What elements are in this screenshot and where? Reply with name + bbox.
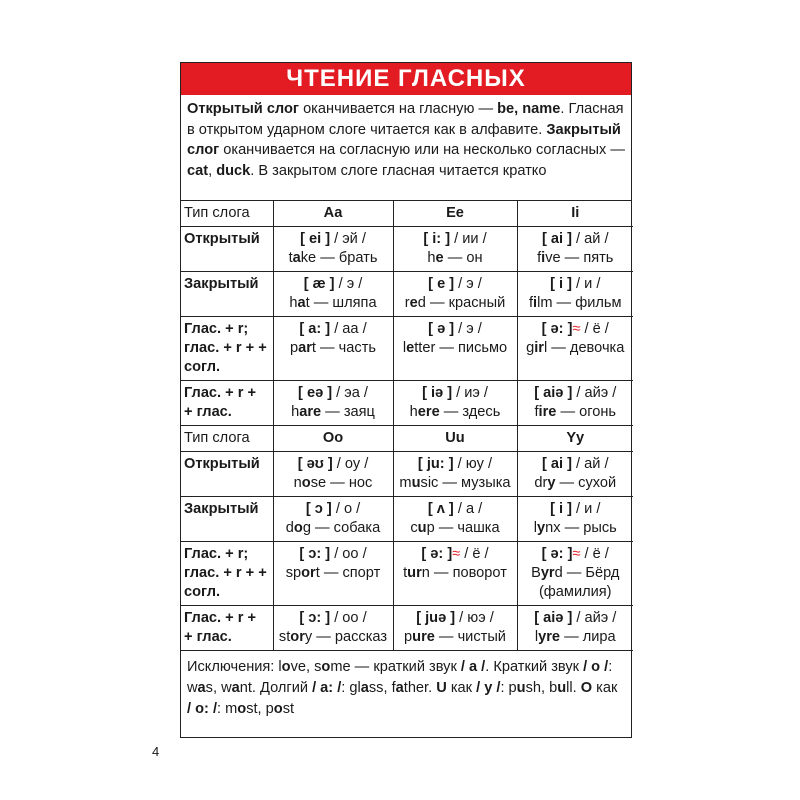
exc-bold: o — [321, 659, 331, 675]
example-word — [398, 564, 513, 583]
word-part: — заяц — [321, 404, 375, 420]
word-vowel: ere — [417, 404, 440, 420]
word-part: f — [537, 250, 542, 266]
russian-sound: / э / — [334, 276, 363, 292]
transcription-line — [522, 275, 630, 294]
word-part: st — [278, 629, 291, 645]
transcription-line — [522, 545, 630, 564]
transcription-line — [278, 500, 389, 519]
word-part: tter — письмо — [414, 340, 508, 356]
russian-sound: / э / — [454, 321, 482, 337]
exc-bold: u — [557, 680, 567, 696]
russian-sound: / э / — [454, 276, 482, 292]
transcription-line — [522, 609, 630, 628]
transcription-line — [278, 384, 389, 403]
word-part: t — спорт — [315, 565, 381, 581]
word-vowel: yre — [538, 629, 561, 645]
approx-sign: ≈ — [572, 546, 581, 562]
exc-bold: a — [231, 680, 240, 696]
exc-bold: u — [516, 680, 526, 696]
word-vowel: o — [293, 520, 303, 536]
exc-bold: / a: / — [312, 680, 342, 696]
transcription-line — [398, 230, 513, 249]
example-word — [278, 564, 389, 583]
word-part: h — [291, 404, 300, 420]
example-word — [278, 339, 389, 358]
exc-part: : gl — [341, 680, 361, 696]
word-vowel: or — [290, 629, 305, 645]
exc-part: : p — [500, 680, 517, 696]
word-part: B — [531, 565, 541, 581]
exc-bold: / o: / — [187, 701, 217, 717]
ipa-symbol: [ əʊ ] — [297, 456, 333, 472]
russian-sound: / оо / — [330, 610, 367, 626]
intro-example: be, name — [497, 101, 561, 117]
word-part: l — [533, 520, 537, 536]
letter-header: Ii — [517, 201, 633, 227]
example-word — [278, 294, 389, 313]
word-part: p — чашка — [426, 520, 500, 536]
word-vowel: u — [411, 475, 421, 491]
transcription-line — [278, 230, 389, 249]
word-vowel: i — [541, 250, 546, 266]
russian-sound: / ё / — [580, 321, 609, 337]
vowel-reading-card — [180, 62, 632, 738]
intro-example: duck — [216, 162, 251, 179]
reading-cell — [393, 381, 517, 426]
example-word — [522, 249, 630, 268]
intro-text-part: . В закрытом слоге гласная читается кратко — [250, 162, 547, 179]
russian-sound: / ё / — [460, 546, 489, 562]
intro-example: cat — [187, 162, 209, 179]
word-part: n — [293, 475, 302, 491]
exc-bold: o — [273, 701, 283, 717]
intro-text-part: оканчивается на согласную или на несколько согласных — — [219, 142, 625, 158]
reading-cell — [517, 227, 633, 272]
russian-sound: / айэ / — [572, 385, 617, 401]
exc-part: sh, b — [525, 680, 558, 696]
exc-part: ve, s — [290, 659, 322, 675]
table-row — [181, 272, 633, 317]
russian-sound: / и / — [571, 276, 601, 292]
word-vowel: e — [409, 295, 418, 311]
russian-sound: / о / — [331, 501, 361, 517]
ipa-symbol: [ ei ] — [300, 231, 331, 247]
transcription-line — [522, 500, 630, 519]
word-part: sp — [285, 565, 302, 581]
exceptions-text — [181, 651, 631, 726]
table-row — [181, 606, 633, 651]
table-row — [181, 317, 633, 381]
exc-part: ther. — [403, 680, 437, 696]
exc-part: me — краткий звук — [330, 659, 461, 675]
word-part: ke — брать — [300, 250, 378, 266]
example-word — [398, 249, 513, 268]
example-word — [522, 294, 630, 313]
russian-sound: / ай / — [571, 456, 609, 472]
example-word — [522, 403, 630, 422]
word-part: t — часть — [311, 340, 376, 356]
word-part: — он — [443, 250, 483, 266]
table-row — [181, 497, 633, 542]
exc-bold: / a / — [460, 659, 486, 675]
syllable-type-label: Глас. + r + + глас. — [181, 606, 273, 651]
approx-sign: ≈ — [452, 546, 461, 562]
transcription-line — [398, 275, 513, 294]
word-part: l — [402, 340, 407, 356]
reading-cell — [393, 497, 517, 542]
russian-sound: / юу / — [453, 456, 493, 472]
intro-text-part: , — [208, 162, 217, 179]
word-part: g — [526, 340, 535, 356]
ipa-symbol: [ ə: ] — [421, 546, 453, 562]
ipa-symbol: [ eə ] — [298, 385, 333, 401]
reading-cell — [517, 542, 633, 606]
word-part: t — шляпа — [305, 295, 377, 311]
ipa-symbol: [ e ] — [428, 276, 455, 292]
vowel-table — [181, 201, 633, 651]
exc-part: nt. Долгий — [239, 680, 313, 696]
word-part: c — [410, 520, 418, 536]
word-vowel: o — [301, 475, 311, 491]
letter-header: Yy — [517, 426, 633, 452]
word-part: l — [534, 629, 539, 645]
example-word — [278, 403, 389, 422]
russian-sound: / и / — [571, 501, 601, 517]
exc-part: st — [282, 701, 295, 717]
table-row — [181, 452, 633, 497]
reading-cell — [393, 272, 517, 317]
exc-bold: U — [436, 680, 447, 696]
word-part: dr — [534, 475, 548, 491]
word-vowel: or — [301, 565, 316, 581]
word-part: d — Бёрд (фамилия) — [538, 565, 620, 600]
example-word — [398, 403, 513, 422]
exc-part: ll. — [566, 680, 581, 696]
exc-part: : m — [217, 701, 238, 717]
example-word — [278, 519, 389, 538]
exc-bold: a — [360, 680, 369, 696]
table-row — [181, 381, 633, 426]
intro-text-part: . Гласная в открытом ударном слоге читается как в алфавите. — [187, 101, 624, 138]
transcription-line — [398, 455, 513, 474]
transcription-line — [278, 320, 389, 339]
word-part: — огонь — [556, 404, 617, 420]
ipa-symbol: [ i ] — [550, 276, 572, 292]
reading-cell — [393, 606, 517, 651]
word-part: h — [409, 404, 418, 420]
transcription-line — [398, 609, 513, 628]
word-part: n — поворот — [421, 565, 507, 581]
syllable-type-label: Глас. + r; глас. + r + + согл. — [181, 317, 273, 381]
word-part: l — девочка — [543, 340, 625, 356]
word-part: d — [285, 520, 294, 536]
exc-bold: / o / — [583, 659, 609, 675]
ipa-symbol: [ iə ] — [422, 385, 453, 401]
word-vowel: e — [435, 250, 444, 266]
russian-sound: / юэ / — [455, 610, 494, 626]
transcription-line — [522, 384, 630, 403]
approx-sign: ≈ — [572, 321, 581, 337]
letter-header: Uu — [393, 426, 517, 452]
exc-part: s, w — [205, 680, 232, 696]
example-word — [398, 628, 513, 647]
exc-bold: O — [580, 680, 593, 696]
example-word — [522, 474, 630, 493]
word-part: r — [404, 295, 410, 311]
word-part: — сухой — [555, 475, 617, 491]
syllable-type-header: Тип слога — [181, 426, 273, 452]
ipa-symbol: [ ə: ] — [541, 321, 573, 337]
reading-cell — [273, 381, 393, 426]
syllable-type-label: Открытый — [181, 452, 273, 497]
russian-sound: / ии / — [450, 231, 487, 247]
word-part: y — рассказ — [304, 629, 388, 645]
example-word — [398, 474, 513, 493]
ipa-symbol: [ aiə ] — [534, 385, 573, 401]
reading-cell — [517, 272, 633, 317]
letter-header: Aa — [273, 201, 393, 227]
reading-cell — [393, 542, 517, 606]
word-part: m — [399, 475, 412, 491]
ipa-symbol: [ ɔ: ] — [299, 610, 331, 626]
reading-cell — [393, 227, 517, 272]
table-header-row — [181, 426, 633, 452]
word-part: — здесь — [439, 404, 501, 420]
word-part: d — красный — [417, 295, 506, 311]
exc-part: st, p — [246, 701, 274, 717]
exc-part: ss, f — [368, 680, 396, 696]
reading-cell — [393, 452, 517, 497]
syllable-type-label: Открытый — [181, 227, 273, 272]
example-word — [522, 339, 630, 358]
word-vowel: yr — [540, 565, 555, 581]
closed-syllable-term: Закрытый слог — [187, 121, 621, 158]
transcription-line — [398, 320, 513, 339]
word-part: — чистый — [434, 629, 506, 645]
page-number: 4 — [152, 744, 160, 759]
word-vowel: ure — [412, 629, 435, 645]
word-vowel: ire — [538, 404, 557, 420]
word-vowel: a — [292, 250, 301, 266]
reading-cell — [273, 227, 393, 272]
ipa-symbol: [ juə ] — [416, 610, 456, 626]
word-vowel: ur — [407, 565, 422, 581]
russian-sound: / а / — [453, 501, 483, 517]
exc-part: Исключения: l — [187, 659, 282, 675]
reading-cell — [517, 606, 633, 651]
reading-cell — [517, 317, 633, 381]
exc-part: . Краткий звук — [485, 659, 584, 675]
reading-cell — [393, 317, 517, 381]
word-vowel: e — [406, 340, 415, 356]
word-vowel: y — [537, 520, 546, 536]
table-row — [181, 542, 633, 606]
russian-sound: / айэ / — [572, 610, 617, 626]
ipa-symbol: [ ɔ ] — [305, 501, 332, 517]
russian-sound: / оу / — [332, 456, 369, 472]
example-word — [522, 519, 630, 538]
russian-sound: / эа / — [332, 385, 368, 401]
word-vowel: ir — [534, 340, 544, 356]
word-part: f — [528, 295, 534, 311]
transcription-line — [398, 545, 513, 564]
exc-bold: o — [281, 659, 291, 675]
russian-sound: / иэ / — [452, 385, 488, 401]
ipa-symbol: [ ai ] — [541, 231, 572, 247]
card-title: ЧТЕНИЕ ГЛАСНЫХ — [181, 63, 631, 95]
ipa-symbol: [ ɔ: ] — [299, 546, 331, 562]
ipa-symbol: [ a: ] — [299, 321, 331, 337]
word-part: f — [534, 404, 539, 420]
example-word — [278, 249, 389, 268]
reading-cell — [273, 272, 393, 317]
table-row — [181, 227, 633, 272]
russian-sound: / эй / — [330, 231, 366, 247]
reading-cell — [517, 381, 633, 426]
word-part: nx — рысь — [545, 520, 617, 536]
exc-part: как — [446, 680, 477, 696]
word-part: sic — музыка — [420, 475, 511, 491]
word-part: se — нос — [310, 475, 373, 491]
transcription-line — [278, 609, 389, 628]
exc-part: : w — [187, 659, 613, 696]
russian-sound: / ё / — [580, 546, 609, 562]
exc-bold: a — [395, 680, 404, 696]
exc-part: как — [592, 680, 618, 696]
example-word — [398, 519, 513, 538]
syllable-type-label: Закрытый — [181, 272, 273, 317]
intro-text-part: оканчивается на гласную — — [299, 101, 498, 117]
russian-sound: / аа / — [330, 321, 367, 337]
example-word — [522, 564, 630, 602]
example-word — [398, 294, 513, 313]
ipa-symbol: [ ʌ ] — [427, 501, 454, 517]
ipa-symbol: [ i ] — [550, 501, 572, 517]
reading-cell — [273, 606, 393, 651]
reading-cell — [273, 452, 393, 497]
russian-sound: / ай / — [571, 231, 609, 247]
exc-bold: / y / — [476, 680, 501, 696]
word-part: g — собака — [302, 520, 381, 536]
ipa-symbol: [ ə ] — [428, 321, 455, 337]
word-part: t — [403, 565, 408, 581]
intro-text — [181, 95, 631, 201]
exc-bold: a — [197, 680, 206, 696]
letter-header: Ee — [393, 201, 517, 227]
transcription-line — [522, 230, 630, 249]
word-part: h — [289, 295, 298, 311]
word-part: — лира — [560, 629, 616, 645]
transcription-line — [278, 455, 389, 474]
transcription-line — [522, 455, 630, 474]
reading-cell — [517, 497, 633, 542]
word-part: ve — пять — [545, 250, 614, 266]
example-word — [278, 628, 389, 647]
example-word — [398, 339, 513, 358]
word-part: lm — фильм — [537, 295, 622, 311]
example-word — [278, 474, 389, 493]
transcription-line — [398, 384, 513, 403]
ipa-symbol: [ ju: ] — [417, 456, 454, 472]
letter-header: Oo — [273, 426, 393, 452]
ipa-symbol: [ i: ] — [423, 231, 451, 247]
example-word — [522, 628, 630, 647]
transcription-line — [522, 320, 630, 339]
word-part: p — [290, 340, 299, 356]
word-vowel: i — [533, 295, 538, 311]
syllable-type-header: Тип слога — [181, 201, 273, 227]
word-vowel: y — [547, 475, 556, 491]
word-vowel: a — [297, 295, 306, 311]
word-part: t — [288, 250, 293, 266]
syllable-type-label: Глас. + r; глас. + r + + согл. — [181, 542, 273, 606]
reading-cell — [517, 452, 633, 497]
word-part: h — [427, 250, 436, 266]
table-header-row — [181, 201, 633, 227]
exc-bold: o — [237, 701, 247, 717]
ipa-symbol: [ ai ] — [541, 456, 572, 472]
reading-cell — [273, 497, 393, 542]
word-vowel: u — [417, 520, 427, 536]
syllable-type-label: Закрытый — [181, 497, 273, 542]
transcription-line — [398, 500, 513, 519]
transcription-line — [278, 545, 389, 564]
ipa-symbol: [ æ ] — [303, 276, 335, 292]
word-vowel: are — [299, 404, 322, 420]
ipa-symbol: [ aiə ] — [534, 610, 573, 626]
transcription-line — [278, 275, 389, 294]
word-part: p — [404, 629, 413, 645]
ipa-symbol: [ ə: ] — [541, 546, 573, 562]
open-syllable-term: Открытый слог — [187, 101, 300, 117]
word-vowel: ar — [298, 340, 312, 356]
reading-cell — [273, 317, 393, 381]
syllable-type-label: Глас. + r + + глас. — [181, 381, 273, 426]
reading-cell — [273, 542, 393, 606]
russian-sound: / оо / — [330, 546, 367, 562]
